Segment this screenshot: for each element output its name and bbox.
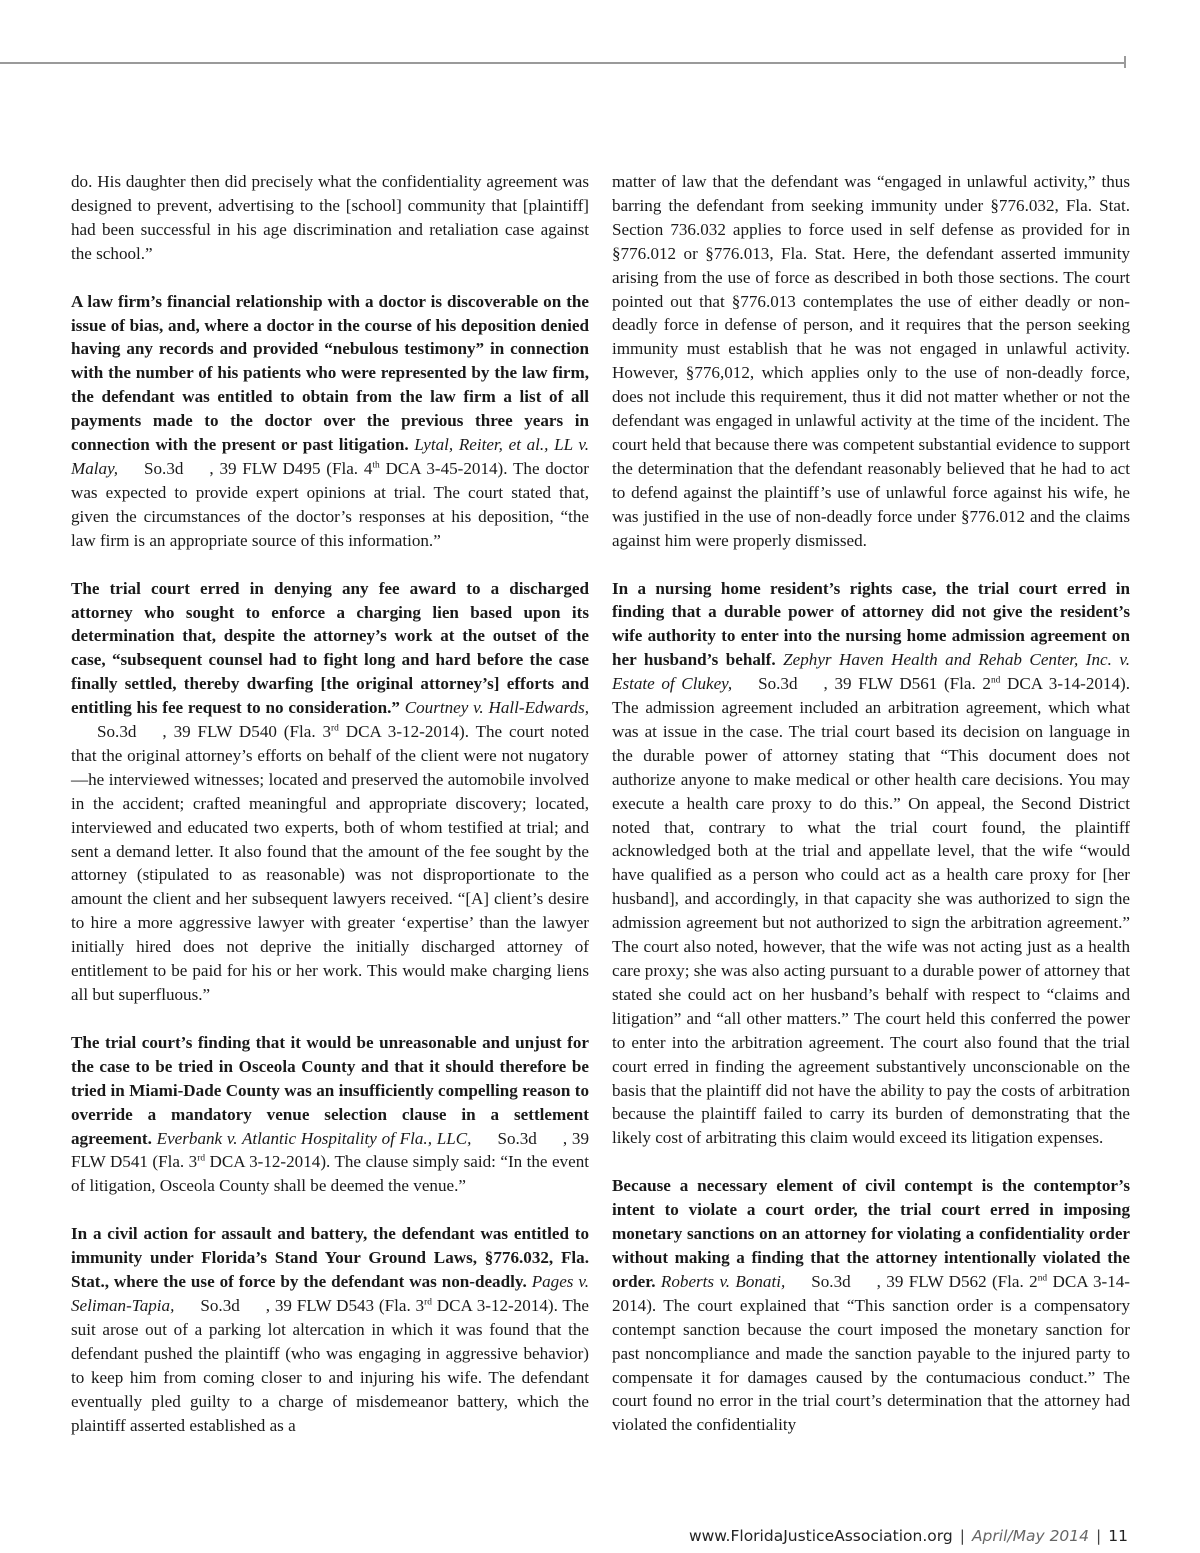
case-discussion: The admission agreement included an arbitration agreement, which what was at issue in the case. The trial court based its decision on language in the durable power of attorney stating that “This document does not authorize anyone to make medical or other health care decisions. You may execute a health care proxy to do this.” On appeal, the Second District noted that, contrary to what the trial court found, the plaintiff acknowledged both at the trial and appellate level, that the wife “would have qualified as a person who could act as a health care proxy for [her husband], and accordingly, in that capacity she was authorized to sign the admission agreement but not authorized to sign the arbitration agreement.” The court also noted, however, that the wife was not acting just as a health care proxy; she was also acting pursuant to a durable power of attorney that stated she could act on her husband’s behalf with respect to “claims and litigation” and “all other matters.” The court held this conferred the power to enter into the arbitration agreement. The court also found that the trial court erred in finding the agreement substantively unconscionable on the basis that the plaintiff did not have the ability to pay the costs of arbitration because the plaintiff failed to carry its burden of demonstrating that the likely cost of arbitrating this claim would exceed its litigation expenses. (612, 698, 1130, 1148)
citation: , 39 FLW D541 (Fla. 3 (71, 1128, 590, 1172)
footer-issue-date: April/May 2014 (971, 1527, 1090, 1545)
citation-end: DCA 3-14-2014). (612, 1271, 1131, 1315)
paragraph-text: matter of law that the defendant was “engaged in unlawful activity,” thus barring the defendant from seeking immunity under §776.032, Fla. Stat. Section 736.032 applies to force used in self defense as provided for in §776.012 or §776.013, Fla. Stat. Here, the defendant asserted immunity arising from the use of force as described in both those sections. The court pointed out that §776.013 contemplates the use of either deadly or non-deadly force in defense of person, and it requires that the person seeking immunity must establish that he was not engaged in unlawful activity. However, §776,012, which applies only to the use of non-deadly force, does not include this requirement, thus it did not matter whether or not the defendant was engaged in unlawful activity at the time of the incident. The court held that because there was competent substantial evidence to support the determination that the defendant reasonably believed that he had to act to defend against the plaintiff’s use of unlawful force against his wife, he was justified in the use of non-deadly force under §776.012 and the claims against him were properly dismissed. (612, 172, 1130, 550)
right-column (612, 170, 1130, 1461)
citation-end: DCA 3-45-2014). (385, 458, 508, 478)
paragraph-continuation (612, 170, 1130, 553)
case-discussion: The clause simply said: “In the event of litigation, Osceola County shall be deemed the venue.” (71, 1152, 589, 1196)
ordinal-suffix: rd (197, 1153, 206, 1164)
footer-website: www.FloridaJusticeAssociation.org (688, 1527, 953, 1545)
case-summary-pages (71, 1222, 589, 1437)
case-discussion: The doctor was expected to provide expert opinions at trial. The court stated that, given the circumstances of the doctor’s responses at his deposition, “the law firm is an appropriate source of this information.” (71, 458, 589, 550)
ordinal-suffix: nd (990, 675, 1001, 686)
case-name: Zephyr Haven Health and Rehab Center, Inc. v. Estate of Clukey, (612, 650, 1130, 694)
case-holding: Because a necessary element of civil contempt is the contemptor’s intent to violate a court order, the trial court erred in imposing monetary sanctions on an attorney for violating a confidentiality order without making a finding that the attorney intentionally violated the order. (612, 1176, 1130, 1291)
case-name: Everbank v. Atlantic Hospitality of Fla., LLC, (156, 1128, 472, 1148)
citation: , 39 FLW D561 (Fla. 2 (823, 674, 991, 694)
page-number: 11 (1108, 1527, 1128, 1545)
citation: , 39 FLW D543 (Fla. 3 (265, 1295, 425, 1315)
case-holding: A law firm’s financial relationship with a doctor is discoverable on the issue of bias, and, where a doctor in the course of his deposition denied having any records and provided “nebulous testimony” in connection with the number of his patients who were represented by the law firm, the defendant was entitled to obtain from the law firm a list of all payments made to the doctor over the previous three years in connection with the present or past litigation. (71, 291, 589, 455)
footer-separator: | (959, 1527, 965, 1545)
reporter: So.3d (97, 722, 137, 742)
case-summary-lytal (71, 290, 589, 553)
reporter: So.3d (200, 1295, 240, 1315)
case-holding: In a civil action for assault and battery, the defendant was entitled to immunity under Florida’s Stand Your Ground Laws, §776.032, Fla. Stat., where the use of force by the defendant was non-deadly. (71, 1224, 589, 1292)
case-summary-courtney (71, 577, 589, 1007)
reporter: So.3d (758, 674, 798, 694)
citation-end: DCA 3-12-2014). (436, 1295, 558, 1315)
case-holding: In a nursing home resident’s rights case, the trial court erred in finding that a durable power of attorney did not give the resident’s wife authority to enter into the nursing home admission agreement on her husband’s behalf. (612, 578, 1130, 670)
ordinal-suffix: th (372, 460, 380, 471)
paragraph-text: do. His daughter then did precisely what the confidentiality agreement was designed to prevent, advertising to the [school] community that [plaintiff] had been successful in his age discrimination and retaliation case against the school.” (71, 172, 589, 263)
case-name: Courtney v. Hall-Edwards, (404, 698, 589, 718)
ordinal-suffix: nd (1037, 1273, 1048, 1284)
reporter: So.3d (144, 458, 184, 478)
ordinal-suffix: rd (424, 1297, 432, 1308)
case-name: Roberts v. Bonati, (660, 1271, 786, 1291)
case-discussion: The court noted that the original attorney’s efforts on behalf of the client were not nugatory—he interviewed witnesses; located and preserved the automobile involved in the accident; crafted meaningful and appropriate discovery; located, interviewed and educated two experts, both of whom testified at trial; and sent a demand letter. It also found that the amount of the fee sought by the attorney (stipulated to as reasonable) was not disproportionate to the amount the client and her subsequent lawyers received. “[A] client’s desire to hire a more aggressive lawyer with greater ‘expertise’ than the lawyer initially hired does not deprive the initially discharged attorney of entitlement to be paid for his or her work. This would make charging liens all but superfluous.” (71, 722, 589, 1004)
ordinal-suffix: rd (331, 723, 339, 734)
citation-end: DCA 3-12-2014). (345, 722, 469, 742)
citation-end: DCA 3-12-2014). (209, 1152, 331, 1172)
case-name: Lytal, Reiter, et al., LL v. Malay, (71, 435, 590, 478)
header-rule (0, 62, 1124, 64)
case-holding: The trial court erred in denying any fee award to a discharged attorney who sought to enforce a charging lien based upon its determination that, despite the attorney’s work at the outset of the case, “subsequent counsel had to fight long and hard before the case finally settled, thereby dwarfing [the original attorney’s] efforts and entitling his fee request to no consideration.” (71, 578, 589, 718)
reporter: So.3d (811, 1271, 851, 1291)
case-summary-zephyr (612, 577, 1130, 1151)
citation: , 39 FLW D495 (Fla. 4 (209, 458, 373, 478)
citation: , 39 FLW D562 (Fla. 2 (876, 1271, 1038, 1291)
case-discussion: The court explained that “This sanction order is a compensatory contempt sanction because the court imposed the monetary sanction for past noncompliance and made the sanction payable to the injured party to compensate it for damages caused by the contumacious conduct.” The court found no error in the trial court’s determination that the attorney had violated the confidentiality (612, 1295, 1130, 1435)
header-rule-end-tick (1124, 56, 1126, 68)
citation-end: DCA 3-14-2014). (1007, 674, 1130, 694)
case-discussion: The suit arose out of a parking lot altercation in which it was found that the defendant pushed the plaintiff (who was engaging in aggressive behavior) to keep him from coming closer to and injuring his wife. The defendant eventually pled guilty to a charge of misdemeanor battery, which the plaintiff asserted established as a (71, 1295, 589, 1435)
case-name: Pages v. Seliman-Tapia, (71, 1272, 589, 1315)
footer-separator: | (1096, 1527, 1102, 1545)
page-footer (689, 1527, 1128, 1545)
case-summary-everbank (71, 1031, 589, 1198)
case-holding: The trial court’s finding that it would be unreasonable and unjust for the case to be tried in Osceola County and that it should therefore be tried in Miami-Dade County was an insufficiently compelling reason to override a mandatory venue selection clause in a settlement agreement. (71, 1032, 589, 1148)
case-summary-roberts (612, 1174, 1130, 1437)
reporter: So.3d (497, 1128, 537, 1148)
paragraph-continuation (71, 170, 589, 266)
citation: , 39 FLW D540 (Fla. 3 (162, 722, 332, 742)
left-column (71, 170, 589, 1461)
